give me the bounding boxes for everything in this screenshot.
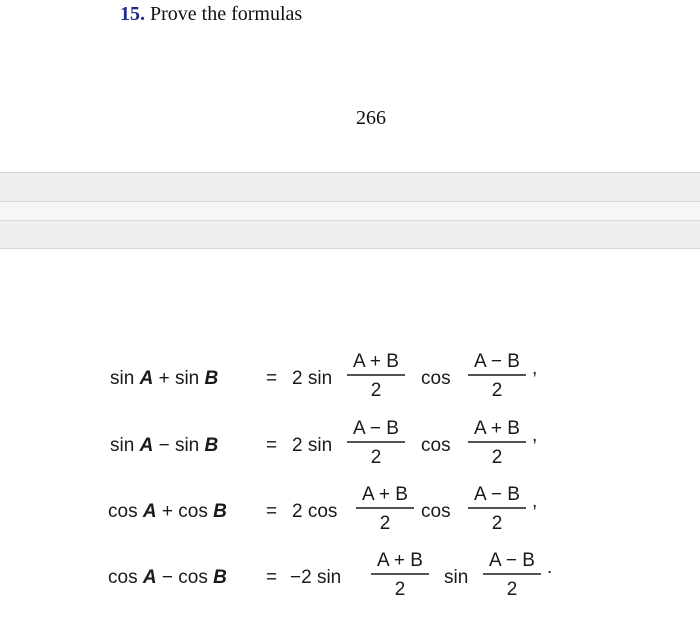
second-function: cos: [421, 435, 451, 456]
lhs-text: + cos: [156, 501, 214, 522]
coefficient: 2 sin: [292, 368, 333, 389]
equals-sign: =: [266, 368, 278, 389]
fraction-denominator: 2: [491, 513, 503, 534]
trailing-punctuation: ,: [532, 358, 538, 379]
fraction-numerator: A − B: [474, 484, 520, 505]
problem-title-text: Prove the formulas: [145, 3, 303, 25]
variable: A: [139, 368, 154, 389]
coefficient: −2 sin: [290, 567, 342, 588]
fraction-denominator: 2: [370, 447, 382, 468]
lhs-text: cos: [108, 567, 143, 588]
variable: A: [139, 435, 154, 456]
second-fraction: [483, 550, 541, 600]
gray-band-bottom: [0, 220, 700, 249]
variable: B: [204, 368, 219, 389]
fraction-numerator: A − B: [353, 418, 399, 439]
page-number: 266: [356, 107, 386, 129]
gray-band-top: [0, 172, 700, 201]
coefficient: 2 cos: [292, 501, 338, 522]
second-fraction: [468, 418, 526, 468]
formula-lhs: [108, 501, 227, 522]
second-fraction: [468, 351, 526, 401]
first-fraction: [371, 550, 429, 600]
gray-band-middle: [0, 201, 700, 220]
fraction-numerator: A + B: [377, 550, 423, 571]
problem-number: 15.: [120, 3, 145, 25]
fraction-numerator: A + B: [353, 351, 399, 372]
trailing-punctuation: .: [547, 557, 553, 578]
second-function: cos: [421, 368, 451, 389]
equals-sign: =: [266, 567, 278, 588]
sum-to-product-formulas: [0, 340, 700, 623]
variable: B: [213, 501, 227, 522]
fraction-denominator: 2: [491, 380, 503, 401]
fraction-numerator: A + B: [362, 484, 408, 505]
formula-lhs: [108, 567, 227, 588]
problem-heading: [120, 2, 302, 26]
variable: B: [204, 435, 219, 456]
fraction-numerator: A + B: [474, 418, 520, 439]
fraction-denominator: 2: [379, 513, 391, 534]
first-fraction: [347, 418, 405, 468]
lhs-text: sin: [110, 435, 140, 456]
variable: A: [142, 567, 157, 588]
lhs-text: cos: [108, 501, 143, 522]
fraction-numerator: A − B: [489, 550, 535, 571]
variable: B: [213, 567, 227, 588]
formula-lhs: [110, 368, 219, 389]
variable: A: [142, 501, 157, 522]
first-fraction: [356, 484, 414, 534]
formula-lhs: [110, 435, 219, 456]
fraction-denominator: 2: [491, 447, 503, 468]
equals-sign: =: [266, 435, 278, 456]
trailing-punctuation: ,: [532, 425, 538, 446]
coefficient: 2 sin: [292, 435, 333, 456]
first-fraction: [347, 351, 405, 401]
second-function: cos: [421, 501, 451, 522]
fraction-denominator: 2: [370, 380, 382, 401]
fraction-numerator: A − B: [474, 351, 520, 372]
second-function: sin: [444, 567, 469, 588]
trailing-punctuation: ,: [532, 491, 538, 512]
fraction-denominator: 2: [394, 579, 406, 600]
second-fraction: [468, 484, 526, 534]
lhs-text: − sin: [153, 435, 205, 456]
lhs-text: + sin: [153, 368, 205, 389]
equals-sign: =: [266, 501, 278, 522]
lhs-text: − cos: [156, 567, 214, 588]
lhs-text: sin: [110, 368, 140, 389]
fraction-denominator: 2: [506, 579, 518, 600]
